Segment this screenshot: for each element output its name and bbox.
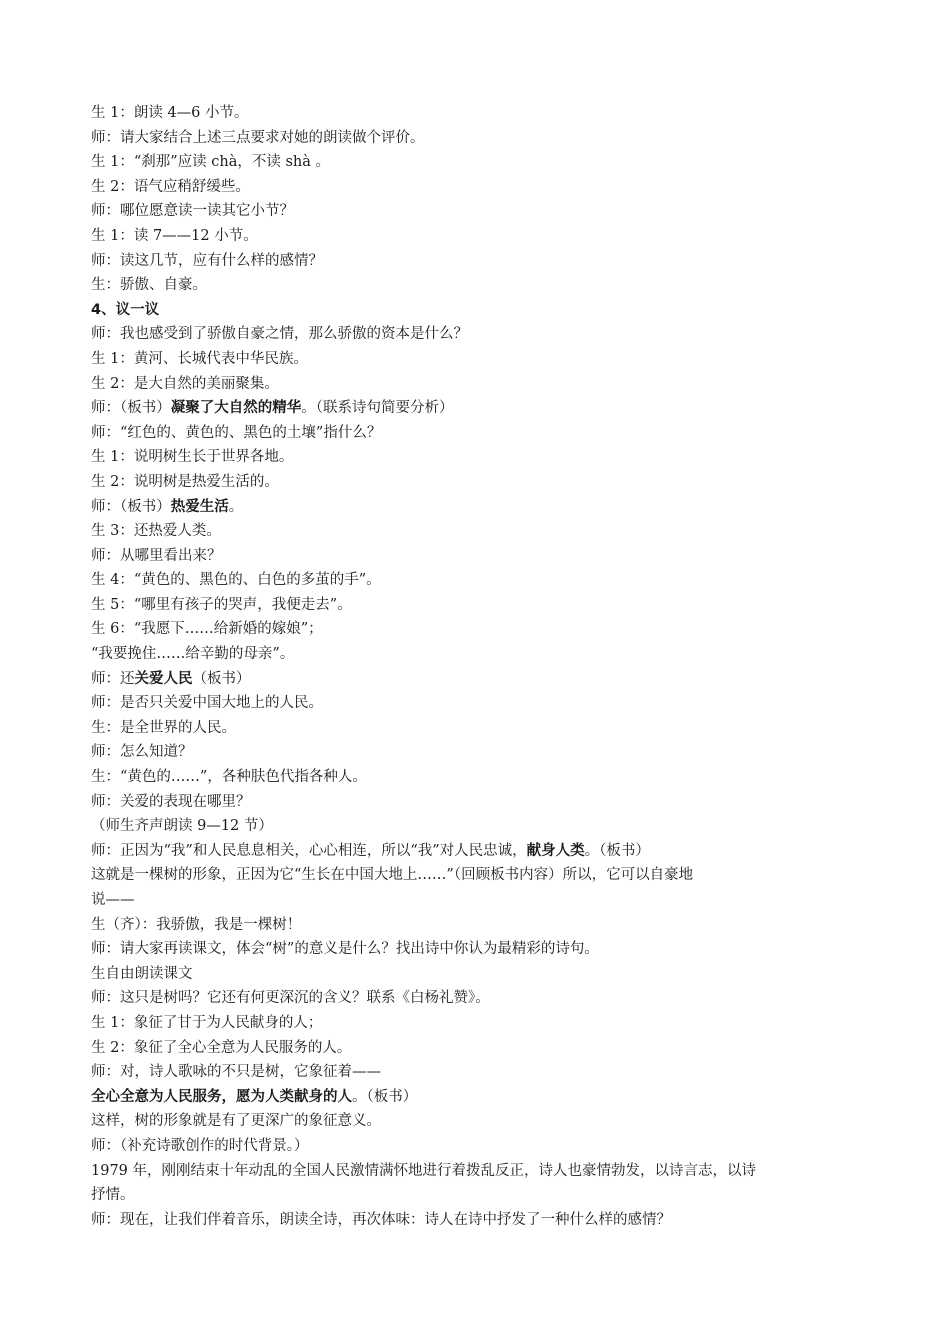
text-line: 说—— [91, 892, 135, 908]
text-line: 师：读这几节，应有什么样的感情？ [91, 252, 323, 269]
text-line: 生 3：还热爱人类。 [91, 523, 221, 540]
line-suffix: 。 [228, 498, 244, 515]
document-body [91, 101, 861, 1232]
text-line: 生 5：“哪里有孩子的哭声，我便走去”。 [91, 596, 352, 613]
text-line: 生：是全世界的人民。 [91, 719, 236, 736]
line-suffix: （板书） [192, 670, 251, 687]
text-line: 生 2：象征了全心全意为人民服务的人。 [91, 1039, 352, 1056]
text-line: 师：我也感受到了骄傲自豪之情，那么骄傲的资本是什么？ [91, 326, 468, 343]
line-suffix: 。（板书） [584, 842, 650, 859]
line-prefix: 师：正因为“我”和人民息息相关，心心相连，所以“我”对人民忠诚， [91, 842, 527, 859]
text-line: 生 2：是大自然的美丽聚集。 [91, 375, 279, 392]
text-line: 生 1：“刹那”应读 chà，不读 shà 。 [91, 154, 331, 171]
section-heading: 4、议一议 [91, 301, 160, 318]
text-line: 生 4：“黄色的、黑色的、白色的多茧的手”。 [91, 572, 381, 589]
text-line: （师生齐声朗读 9—12 节） [91, 818, 273, 835]
text-line [91, 495, 861, 520]
text-line: 师：请大家结合上述三点要求对她的朗读做个评价。 [91, 129, 425, 146]
line-suffix: 。（联系诗句简要分析） [301, 400, 454, 417]
text-line: 师：关爱的表现在哪里？ [91, 793, 251, 810]
text-line: 师：怎么知道？ [91, 744, 193, 761]
text-line: 这样，树的形象就是有了更深广的象征意义。 [91, 1113, 381, 1130]
text-line: 这就是一棵树的形象，正因为它“生长在中国大地上……”（回顾板书内容）所以，它可以自豪地 [91, 867, 694, 884]
text-line: 生 1：黄河、长城代表中华民族。 [91, 350, 308, 367]
text-line: 师：（补充诗歌创作的时代背景。） [91, 1137, 309, 1154]
text-line [91, 839, 861, 864]
text-line: 生自由朗读课文 [91, 965, 193, 982]
text-line: 生 2：说明树是热爱生活的。 [91, 473, 279, 490]
text-line [91, 396, 861, 421]
board-note-bold: 全心全意为人民服务，愿为人类献身的人 [91, 1088, 352, 1105]
board-note-bold: 热爱生活 [170, 498, 229, 515]
board-note-bold: 献身人类 [526, 842, 585, 859]
text-line: “我要挽住……给辛勤的母亲”。 [91, 646, 295, 663]
text-line: 生 1：象征了甘于为人民献身的人； [91, 1014, 323, 1031]
text-line: 生 1：朗读 4—6 小节。 [91, 105, 249, 121]
line-prefix: 师：还 [91, 670, 135, 687]
text-line: 生：“黄色的……”，各种肤色代指各种人。 [91, 769, 367, 786]
text-line: 师：请大家再读课文，体会“树”的意义是什么？找出诗中你认为最精彩的诗句。 [91, 941, 599, 958]
text-line: 师：是否只关爱中国大地上的人民。 [91, 695, 323, 712]
line-prefix: 师：（板书） [91, 498, 171, 515]
text-line: 师：对，诗人歌咏的不只是树，它象征着—— [91, 1064, 381, 1081]
text-line: 生（齐）：我骄傲，我是一棵树！ [91, 916, 302, 933]
text-line: 1979 年，刚刚结束十年动乱的全国人民激情满怀地进行着拨乱反正，诗人也豪情勃发，以诗言志，以诗 [91, 1162, 757, 1179]
text-line: 师：现在，让我们伴着音乐，朗读全诗，再次体味：诗人在诗中抒发了一种什么样的感情？ [91, 1211, 671, 1228]
text-line: 师：哪位愿意读一读其它小节？ [91, 203, 294, 220]
text-line: 师：从哪里看出来？ [91, 547, 222, 564]
text-line: 生：骄傲、自豪。 [91, 277, 207, 294]
line-suffix: 。（板书） [352, 1088, 418, 1105]
text-line: 师：这只是树吗？它还有何更深沉的含义？联系《白杨礼赞》。 [91, 990, 490, 1007]
text-line: 生 2：语气应稍舒缓些。 [91, 178, 250, 195]
board-note-bold: 凝聚了大自然的精华 [170, 400, 302, 417]
text-line: 生 6：“我愿下……给新婚的嫁娘”； [91, 621, 323, 638]
line-prefix: 师：（板书） [91, 400, 171, 417]
text-line [91, 1085, 861, 1110]
text-line [91, 667, 861, 692]
text-line: 抒情。 [91, 1187, 135, 1204]
text-line: 生 1：说明树生长于世界各地。 [91, 449, 294, 466]
text-line: 生 1：读 7——12 小节。 [91, 227, 258, 244]
board-note-bold: 关爱人民 [134, 670, 193, 687]
text-line: 师：“红色的、黄色的、黑色的土壤”指什么？ [91, 424, 382, 441]
